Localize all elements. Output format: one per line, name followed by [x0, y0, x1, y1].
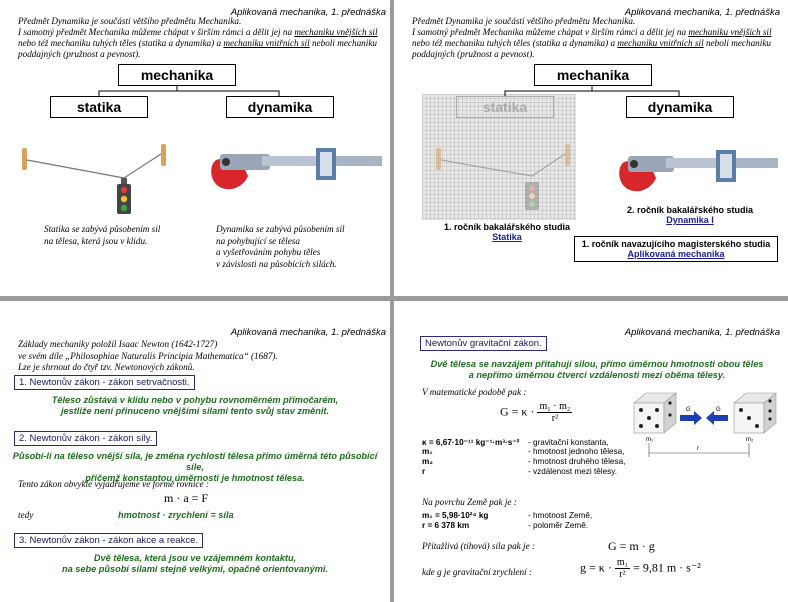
math-label: V matematické podobě pak :	[422, 387, 527, 397]
constant-symbol: κ = 6,67·10⁻¹¹ kg⁻¹·m³·s⁻²	[422, 438, 520, 447]
study-bachelor-2: 2. ročník bakalářského studia Dynamika I	[608, 205, 772, 225]
intro-line-1: Předmět Dynamika je součástí většího předmětu Mechanika.	[18, 16, 242, 26]
accel-label: kde g je gravitační zrychlení :	[422, 567, 532, 577]
traffic-light-icon	[20, 140, 170, 218]
constant-symbol: m₁ = 5,98·10²⁴ kg	[422, 511, 489, 520]
dice-illustration	[630, 391, 780, 461]
law-1-title: 1. Newtonův zákon - zákon setrvačnosti.	[14, 375, 195, 390]
study-master-1: 1. ročník navazujícího magisterského studia Aplikovaná mechanika	[574, 236, 778, 262]
gravity-law-title: Newtonův gravitační zákon.	[420, 336, 547, 351]
constant-description: - vzdálenost mezi tělesy.	[528, 467, 618, 476]
constant-row	[422, 511, 592, 520]
constant-description: - hmotnost druhého tělesa,	[528, 457, 626, 466]
law-1-text: Těleso zůstává v klidu nebo v pohybu rovnoměrném přímočarém, jestliže není přinuceno vnějšími silami tento svůj stav změnit.	[51, 395, 339, 416]
constant-description: - poloměr Země.	[528, 521, 589, 530]
constant-row	[422, 457, 625, 466]
constant-symbol: r	[422, 467, 426, 476]
intro-line-2a: I samotný předmět Mechanika můžeme chápat v širším rámci a dělit jej na	[18, 27, 295, 37]
slide-1	[0, 0, 394, 301]
intro-text: Předmět Dynamika je součástí většího předmětu Mechanika. I samotný předmět Mechanika můžeme chápat v širším rámci a dělit jej na mechaniku vnějších sil nebo též mechaniku tuhých těles (statika a dynamika) a mechaniku vnitřních sil neboli mechaniku poddajných (pružnost a pevnost).	[412, 16, 772, 59]
gravity-formula: G = κ · $\frac{\text{m₁ · m₂}}{\text{r²}}$	[500, 401, 571, 424]
law-3-title: 3. Newtonův zákon - zákon akce a reakce.	[14, 533, 203, 548]
dice-m1-label: m₁	[646, 437, 654, 443]
surface-label: Na povrchu Země pak je :	[422, 497, 517, 507]
vertical-divider	[390, 0, 394, 602]
accel-formula: g = κ · $\frac{\text{m₁}}{\text{r²}}$ = 9,81 m · s⁻²	[580, 557, 701, 580]
caption-statika: Statika se zabývá působením sil na tělesa, která jsou v klidu.	[44, 224, 161, 246]
link-dynamika[interactable]: Dynamika I	[666, 215, 714, 225]
constant-description: - gravitační konstanta,	[528, 438, 609, 447]
constant-row	[422, 447, 625, 456]
constant-symbol: r = 6 378 km	[422, 521, 470, 530]
horizontal-divider	[0, 296, 788, 301]
intro-underline-2: mechaniku vnitřních sil	[223, 38, 310, 48]
slide-2	[394, 0, 788, 301]
tedy-text: hmotnost · zrychlení = síla	[118, 510, 234, 520]
hydraulic-cylinder-icon	[616, 146, 782, 194]
weight-formula: G = m · g	[608, 539, 655, 553]
link-aplikovana-mechanika[interactable]: Aplikovaná mechanika	[627, 249, 725, 259]
link-statika[interactable]: Statika	[492, 232, 522, 242]
constant-row	[422, 467, 617, 476]
box-dynamika: dynamika	[226, 96, 334, 118]
constant-symbol: m₁	[422, 447, 433, 456]
box-mechanika: mechanika	[534, 64, 652, 86]
tedy-label: tedy	[18, 510, 34, 520]
dice-r-label: r	[697, 446, 699, 452]
newton-intro: Základy mechaniky položil Isaac Newton (1642-1727) ve svém díle „Philosophiae Naturalis Principia Mathematica“ (1687). Lze je shrnout do čtyř tzv. Newtonových zákonů.	[18, 339, 278, 372]
dice-g-left-label: G	[686, 407, 691, 413]
constant-description: - hmotnost Země,	[528, 511, 593, 520]
traffic-light-icon	[434, 140, 574, 214]
intro-underline-1: mechaniku vnějších sil	[294, 27, 378, 37]
weight-label: Přitažlivá (tíhová) síla pak je :	[422, 541, 536, 551]
gravity-law-text: Dvě tělesa se navzájem přitahují silou, přímo úměrnou hmotnosti obou těles a nepřímo úměrnou čtverci vzdálenosti mezi oběma tělesy.	[430, 359, 764, 380]
caption-dynamika: Dynamika se zabývá působením sil na pohybující se tělesa a vyšetřováním pohybu těles v závislosti na působících silách.	[216, 224, 345, 269]
law-2-form-intro: Tento zákon obvykle vyjadřujeme ve formě rovnice :	[18, 479, 209, 489]
box-statika: statika	[456, 96, 554, 118]
box-dynamika: dynamika	[626, 96, 734, 118]
slide-3	[0, 301, 394, 602]
law-3-text: Dvě tělesa, která jsou ve vzájemném kontaktu, na sebe působí silami stejně velkými, opačně orientovanými.	[61, 553, 329, 574]
slide-header: Aplikovaná mechanika, 1. přednáška	[230, 7, 386, 18]
hydraulic-cylinder-icon	[208, 144, 386, 194]
slide-header: Aplikovaná mechanika, 1. přednáška	[230, 327, 386, 338]
study-bachelor-1: 1. ročník bakalářského studia Statika	[432, 222, 582, 242]
slide-4	[394, 301, 788, 602]
law-2-formula: m · a = F	[164, 491, 209, 505]
law-2-title: 2. Newtonův zákon - zákon síly.	[14, 431, 157, 446]
constant-description: - hmotnost jednoho tělesa,	[528, 447, 625, 456]
intro-line-2c: neboli mechaniku poddajných (pružnost a pevnost).	[18, 38, 377, 59]
constant-row	[422, 437, 609, 447]
constant-symbol: m₂	[422, 457, 433, 466]
dice-g-right-label: G	[716, 407, 721, 413]
box-statika: statika	[50, 96, 148, 118]
box-mechanika: mechanika	[118, 64, 236, 86]
dice-m2-label: m₂	[746, 437, 754, 443]
constant-row	[422, 521, 588, 530]
law-2-text: Působí-li na těleso vnější síla, je změna rychlosti tělesa přímo úměrná této působící síle, přičemž konstantou úměrnosti je hmotnost tělesa.	[12, 451, 378, 483]
slide-header: Aplikovaná mechanika, 1. přednáška	[624, 7, 780, 18]
slide-header: Aplikovaná mechanika, 1. přednáška	[624, 327, 780, 338]
intro-line-2b: nebo též mechaniku tuhých těles (statika a dynamika) a	[18, 38, 224, 48]
